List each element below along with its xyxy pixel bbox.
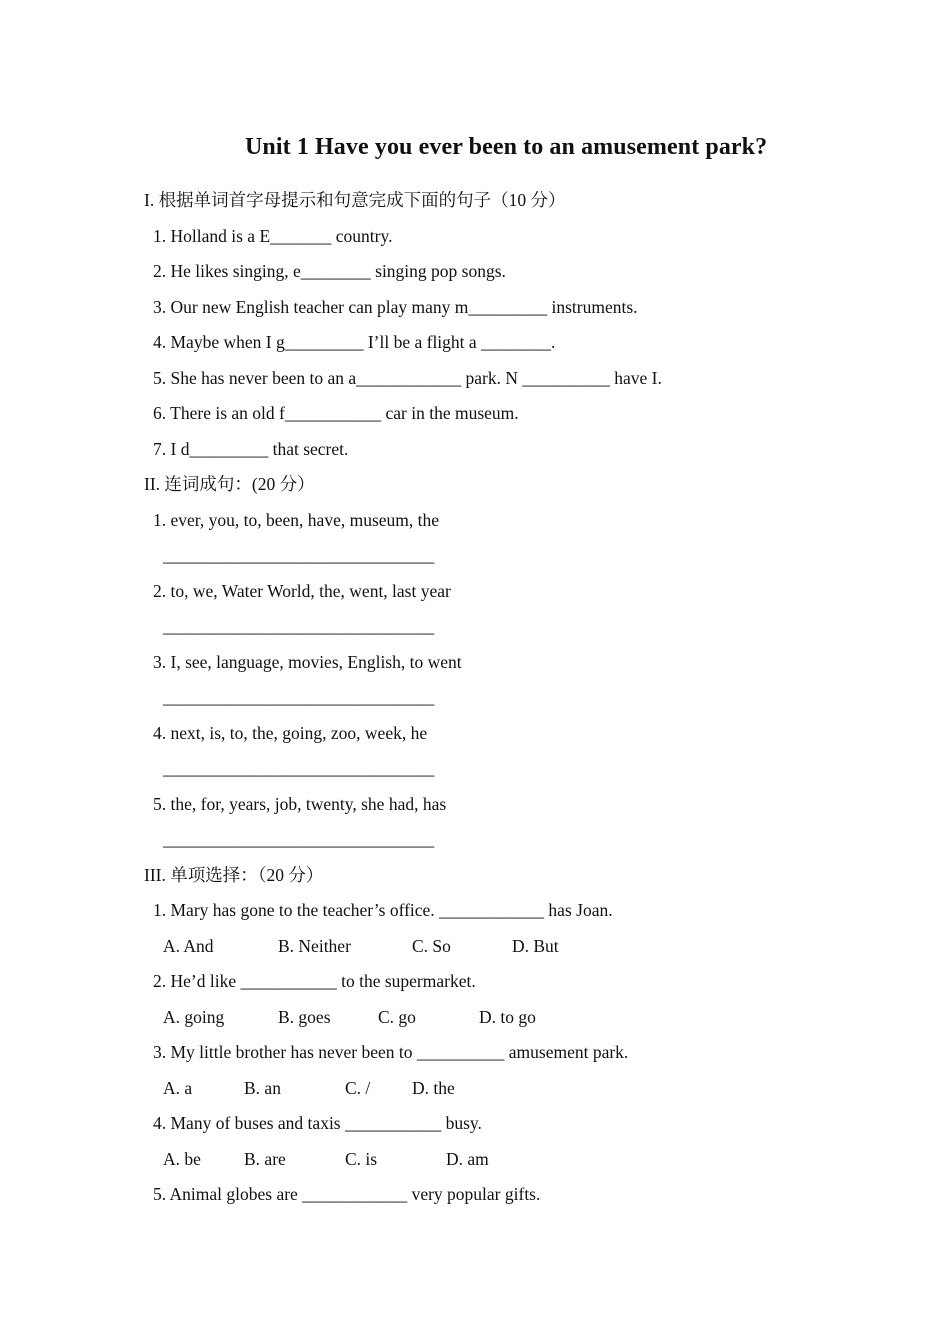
answer-line-1: _______________________________	[163, 545, 435, 565]
section-3-question-3: 3. My little brother has never been to __________ amusement park.	[153, 1042, 629, 1062]
option-c: C. is	[345, 1149, 378, 1169]
section-3-question-3-options	[163, 1076, 863, 1100]
section-1-question-2: 2. He likes singing, e________ singing pop songs.	[153, 261, 506, 281]
option-b: B. are	[244, 1149, 286, 1169]
page-title: Unit 1 Have you ever been to an amusement park?	[245, 134, 768, 160]
answer-line-5: _______________________________	[163, 829, 435, 849]
option-b: B. goes	[278, 1007, 331, 1027]
option-d: D. am	[446, 1149, 489, 1169]
section-1-question-7: 7. I d_________ that secret.	[153, 439, 349, 459]
section-1-question-3: 3. Our new English teacher can play many m_________ instruments.	[153, 297, 638, 317]
answer-line-3: _______________________________	[163, 687, 435, 707]
option-a: A. And	[163, 936, 214, 956]
section-2-heading: II. 连词成句：(20 分）	[144, 474, 315, 494]
option-d: D. But	[512, 936, 559, 956]
section-3-question-2: 2. He’d like ___________ to the supermarket.	[153, 971, 476, 991]
section-3-question-5: 5. Animal globes are ____________ very popular gifts.	[153, 1184, 541, 1204]
section-3-question-1: 1. Mary has gone to the teacher’s office. ____________ has Joan.	[153, 900, 613, 920]
section-2-question-4: 4. next, is, to, the, going, zoo, week, he	[153, 723, 428, 743]
option-d: D. the	[412, 1078, 455, 1098]
section-2-question-5: 5. the, for, years, job, twenty, she had, has	[153, 794, 447, 814]
section-1-question-6: 6. There is an old f___________ car in the museum.	[153, 403, 519, 423]
option-a: A. a	[163, 1078, 193, 1098]
section-2-question-3: 3. I, see, language, movies, English, to went	[153, 652, 462, 672]
section-2-question-2: 2. to, we, Water World, the, went, last year	[153, 581, 451, 601]
section-3-question-2-options	[163, 1005, 863, 1029]
option-c: C. /	[345, 1078, 371, 1098]
section-1-question-1: 1. Holland is a E_______ country.	[153, 226, 393, 246]
answer-line-2: _______________________________	[163, 616, 435, 636]
answer-line-4: _______________________________	[163, 758, 435, 778]
section-1-question-5: 5. She has never been to an a____________ park. N __________ have I.	[153, 368, 662, 388]
section-3-question-4-options	[163, 1147, 863, 1171]
section-3-heading: III. 单项选择：（20 分）	[144, 865, 324, 885]
option-c: C. So	[412, 936, 451, 956]
section-3-question-1-options	[163, 934, 863, 958]
option-d: D. to go	[479, 1007, 536, 1027]
option-b: B. Neither	[278, 936, 351, 956]
option-c: C. go	[378, 1007, 416, 1027]
option-b: B. an	[244, 1078, 281, 1098]
option-a: A. going	[163, 1007, 225, 1027]
option-a: A. be	[163, 1149, 201, 1169]
section-1-heading: I. 根据单词首字母提示和句意完成下面的句子（10 分）	[144, 190, 566, 210]
section-2-question-1: 1. ever, you, to, been, have, museum, the	[153, 510, 440, 530]
section-1-question-4: 4. Maybe when I g_________ I’ll be a flight a ________.	[153, 332, 556, 352]
section-3-question-4: 4. Many of buses and taxis ___________ busy.	[153, 1113, 482, 1133]
